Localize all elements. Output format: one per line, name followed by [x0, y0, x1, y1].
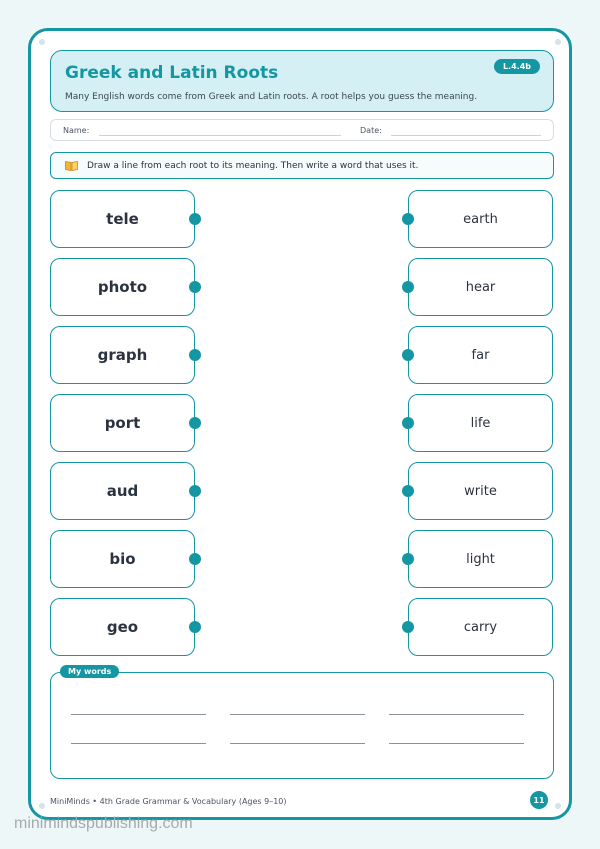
- meaning-card[interactable]: [408, 258, 553, 316]
- page-subtitle: Many English words come from Greek and Latin roots. A root helps you guess the meaning.: [65, 92, 478, 102]
- root-card[interactable]: [50, 394, 195, 452]
- connector-dot[interactable]: [402, 349, 414, 361]
- writing-line[interactable]: [71, 743, 206, 744]
- root-word: geo: [106, 618, 139, 636]
- page-number: 11: [530, 791, 548, 809]
- meaning-card[interactable]: [408, 530, 553, 588]
- date-label: Date:: [360, 126, 382, 135]
- connector-dot[interactable]: [402, 213, 414, 225]
- root-word: photo: [97, 278, 148, 296]
- connector-dot[interactable]: [402, 485, 414, 497]
- meaning-word: write: [464, 483, 497, 499]
- header-banner: [50, 50, 554, 112]
- root-card[interactable]: [50, 598, 195, 656]
- root-card[interactable]: [50, 326, 195, 384]
- root-word: port: [104, 414, 141, 432]
- meaning-card[interactable]: [408, 462, 553, 520]
- writing-line[interactable]: [389, 743, 524, 744]
- meaning-word: earth: [463, 211, 498, 227]
- worksheet-page: [28, 28, 572, 820]
- corner-dot: [555, 803, 561, 809]
- connector-dot[interactable]: [189, 213, 201, 225]
- root-word: graph: [97, 346, 148, 364]
- page-title: Greek and Latin Roots: [65, 63, 279, 83]
- connector-dot[interactable]: [189, 417, 201, 429]
- corner-dot: [39, 39, 45, 45]
- meaning-word: light: [466, 551, 495, 567]
- name-date-bar: [50, 119, 554, 141]
- writing-line[interactable]: [71, 714, 206, 715]
- root-card[interactable]: [50, 530, 195, 588]
- root-card[interactable]: [50, 190, 195, 248]
- writing-line[interactable]: [230, 743, 365, 744]
- connector-dot[interactable]: [189, 281, 201, 293]
- writing-line[interactable]: [389, 714, 524, 715]
- my-words-box: [50, 667, 554, 779]
- connector-dot[interactable]: [189, 553, 201, 565]
- connector-dot[interactable]: [402, 417, 414, 429]
- corner-dot: [39, 803, 45, 809]
- name-field[interactable]: [99, 135, 341, 136]
- date-field[interactable]: [391, 135, 541, 136]
- meaning-card[interactable]: [408, 326, 553, 384]
- instruction-text: Draw a line from each root to its meaning. Then write a word that uses it.: [87, 161, 419, 171]
- meaning-word: far: [471, 347, 490, 363]
- connector-dot[interactable]: [402, 621, 414, 633]
- footer-text: MiniMinds • 4th Grade Grammar & Vocabulary (Ages 9–10): [50, 797, 287, 806]
- writing-line[interactable]: [230, 714, 365, 715]
- my-words-label: My words: [60, 665, 119, 678]
- connector-dot[interactable]: [189, 349, 201, 361]
- root-word: tele: [106, 210, 139, 228]
- connector-dot[interactable]: [402, 553, 414, 565]
- connector-dot[interactable]: [189, 485, 201, 497]
- book-icon: [65, 160, 78, 171]
- corner-dot: [555, 39, 561, 45]
- meaning-word: life: [470, 415, 491, 431]
- root-card[interactable]: [50, 462, 195, 520]
- meaning-card[interactable]: [408, 394, 553, 452]
- meaning-word: hear: [465, 279, 496, 295]
- root-card[interactable]: [50, 258, 195, 316]
- root-word: aud: [106, 482, 139, 500]
- meaning-card[interactable]: [408, 598, 553, 656]
- name-label: Name:: [63, 126, 90, 135]
- meaning-word: carry: [463, 619, 498, 635]
- connector-dot[interactable]: [402, 281, 414, 293]
- standard-badge: L.4.4b: [494, 59, 540, 74]
- instruction-box: [50, 152, 554, 179]
- meaning-card[interactable]: [408, 190, 553, 248]
- root-word: bio: [109, 550, 136, 568]
- watermark: minimindspublishing.com: [14, 815, 193, 832]
- connector-dot[interactable]: [189, 621, 201, 633]
